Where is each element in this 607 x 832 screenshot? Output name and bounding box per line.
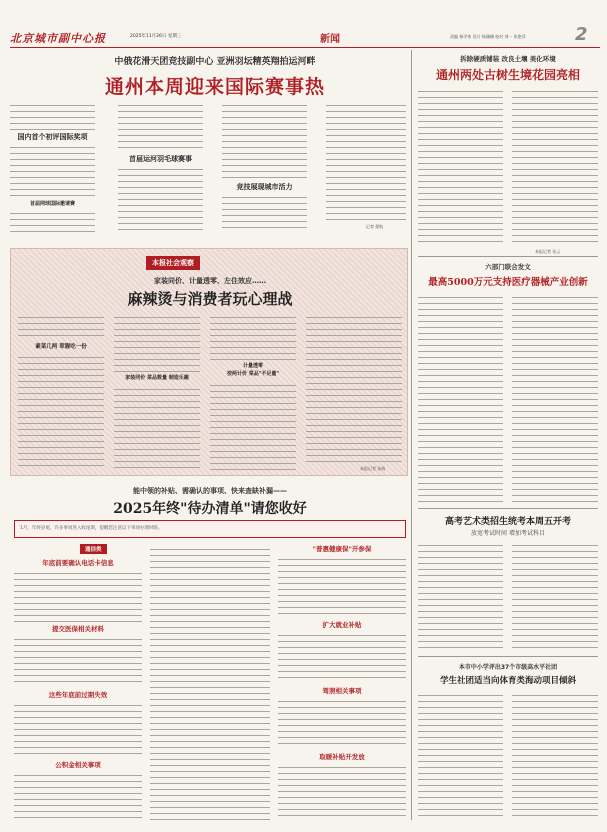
service-col-1c [14,700,142,756]
feature-banner: 本报社会观察 [146,256,200,270]
right-bottom2-rule [418,656,598,657]
right-bottom-rule [418,508,598,509]
feature-byline: 本报记者 张萌 [360,466,386,471]
feature-kicker: 家装同价、计量透零、左住效应…… [154,277,266,285]
feature-col-3b [210,380,296,470]
lead-subhead-4: 竞技展现城市活力 [236,183,293,191]
right-top-kicker: 拆除硬质铺装 改良土壤 美化环境 [460,55,556,63]
feature-col-1b [18,352,104,470]
service-headline: 2025年终"待办清单"请您收好 [113,501,307,517]
right-mid-section: 六部门联合发文 [485,263,531,271]
service-block-7: 驾照相关事项 [322,687,362,695]
lead-subhead-2: 首届网球国际邀请赛 [29,201,75,207]
feature-col-2 [114,312,200,372]
right-top-col-2 [512,86,598,246]
service-col-3c [278,696,406,746]
service-block-8: 取暖补贴开发放 [319,753,365,761]
feature-subhead-4: 按两计价 菜品"不足量" [227,371,279,377]
service-block-4: 公积金相关事项 [55,761,101,769]
service-col-3b [278,630,406,680]
service-block-6: 扩大就业补贴 [322,621,362,629]
feature-col-3 [210,312,296,360]
right-bottom2-col-2 [512,690,598,820]
lead-column-3 [222,100,307,180]
right-bottom-sub: 放宽考试时间 增加考试科目 [471,530,545,537]
right-top-headline: 通州两处古树生境花园亮相 [435,68,580,82]
service-block-2: 提交医保相关材料 [52,625,104,633]
right-bottom2-col-1 [418,690,503,820]
service-block-5: "普惠健康保"开参保 [312,545,372,553]
lead-column-2 [118,100,203,152]
section-name: 新闻 [320,34,340,45]
right-bottom-col-1 [418,540,503,650]
lead-column-1b [10,142,95,198]
feature-col-2b [114,384,200,470]
right-bottom-headline: 高考艺术类招生统考本周五开考 [444,517,571,527]
service-lead-text: 1月，年终岁尾，许多事项进入收尾期，提醒您注意以下事项办理时限。 [20,526,163,531]
right-mid-headline: 最高5000万元支持医疗器械产业创新 [428,277,588,288]
right-mid-col-1 [418,292,503,502]
editors-line: 责编 杨学伟 设计 杨珊珊 校对 刘一 张艳萍 [450,34,526,39]
lead-column-2b [118,164,203,232]
service-block-1: 年底前要确认电话卡信息 [42,559,114,567]
service-kicker: 能中领的补贴、需确认的事项、快来查缺补漏—— [133,487,287,495]
service-col-3 [278,554,406,614]
service-tag: 通信类 [80,544,107,554]
lead-column-4 [326,100,406,220]
lead-subhead-1: 国内首个初评国际奖项 [17,133,88,141]
masthead [10,24,600,46]
right-mid-col-2 [512,292,598,502]
lead-column-1 [10,100,95,130]
lead-headline: 通州本周迎来国际赛事热 [104,76,325,98]
right-bottom2-kicker: 本市中小学评出37个市级高水平社团 [458,664,558,671]
feature-col-4 [306,312,402,464]
page-number: 2 [575,24,588,45]
date-line: 2025年11月26日 星期三 [130,34,182,39]
column-divider [411,50,412,820]
right-bottom-col-2 [512,540,598,650]
right-mid-rule [418,256,598,257]
right-top-byline: 本报记者 张云 [535,249,561,254]
header-rule [10,47,600,48]
service-col-1b [14,634,142,686]
service-col-1 [14,568,142,622]
feature-col-1 [18,312,104,340]
service-col-2 [150,544,270,820]
service-block-3: 这些年底前过期失效 [48,691,108,699]
right-top-col-1 [418,86,503,246]
feature-subhead-2: 家装同价 菜品数量 制造乐趣 [125,375,189,381]
right-bottom2-headline: 学生社团适当向体育类海动项目倾斜 [439,676,576,686]
lead-kicker: 中俄花滑天团竞技副中心 亚洲羽坛精英翔拍运河畔 [114,57,316,67]
feature-subhead-3: 计量透零 [242,363,263,369]
service-col-3d [278,762,406,820]
lead-column-3b [222,192,307,232]
lead-byline: 记者 徐航 [366,224,384,229]
feature-headline: 麻辣烫与消费者玩心理战 [127,290,293,308]
paper-name: 北京城市副中心报 [10,32,106,45]
lead-column-1c [10,208,95,232]
service-col-1d [14,770,142,820]
feature-subhead-1: 素菜几两 荤腥吃一份 [35,344,87,350]
lead-subhead-3: 首届运河羽毛球赛事 [129,155,192,163]
